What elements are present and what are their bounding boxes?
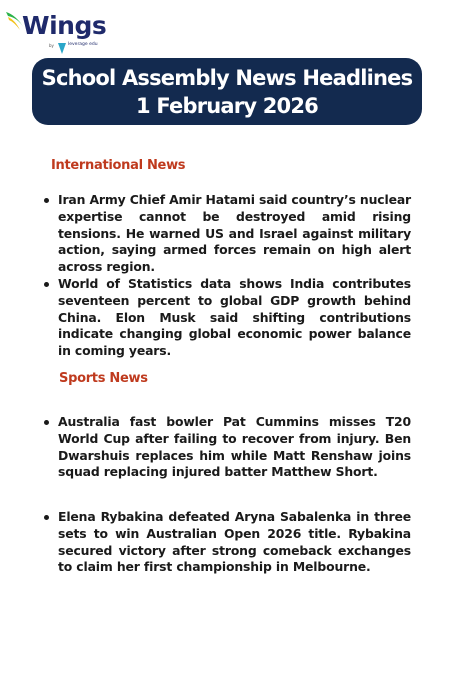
wings-logo bbox=[4, 6, 107, 56]
news-text: Australia fast bowler Pat Cummins misses T20 World Cup after failing to recover from injury. Ben Dwarshuis replaces him while Matt Renshaw joins squad replacing injured batter Matthew Short. bbox=[58, 414, 411, 480]
international-news-list-2 bbox=[38, 276, 411, 360]
banner-title: School Assembly News Headlines bbox=[41, 65, 413, 90]
headline-banner bbox=[32, 58, 422, 125]
logo-wordmark: Wings bbox=[22, 11, 107, 40]
bullet-icon bbox=[44, 420, 49, 425]
logo-by-text: by bbox=[49, 43, 54, 48]
section-heading-international: International News bbox=[51, 158, 186, 173]
list-item bbox=[38, 414, 411, 481]
bullet-icon bbox=[44, 282, 49, 287]
news-text: World of Statistics data shows India contributes seventeen percent to global GDP growth behind China. Elon Musk said shifting contributions indicate changing global economic power balance in coming years. bbox=[58, 276, 411, 359]
international-news-list bbox=[38, 192, 411, 276]
logo-subtext: leverage edu bbox=[68, 42, 98, 47]
section-heading-sports: Sports News bbox=[59, 371, 148, 386]
bullet-icon bbox=[44, 198, 49, 203]
bullet-icon bbox=[44, 515, 49, 520]
list-item bbox=[38, 509, 411, 576]
list-item bbox=[38, 276, 411, 360]
list-item bbox=[38, 192, 411, 276]
news-text: Elena Rybakina defeated Aryna Sabalenka in three sets to win Australian Open 2026 title. Rybakina secured victory after strong comeback exchanges to claim her first championship in Melbourne. bbox=[58, 509, 411, 575]
sports-news-list-2 bbox=[38, 509, 411, 576]
sports-news-list bbox=[38, 414, 411, 481]
banner-date: 1 February 2026 bbox=[136, 93, 318, 118]
leverage-mark-icon bbox=[57, 42, 67, 56]
news-text: Iran Army Chief Amir Hatami said country’s nuclear expertise cannot be destroyed amid rising tensions. He warned US and Israel against military action, saying armed forces remain on high alert across region. bbox=[58, 192, 411, 275]
